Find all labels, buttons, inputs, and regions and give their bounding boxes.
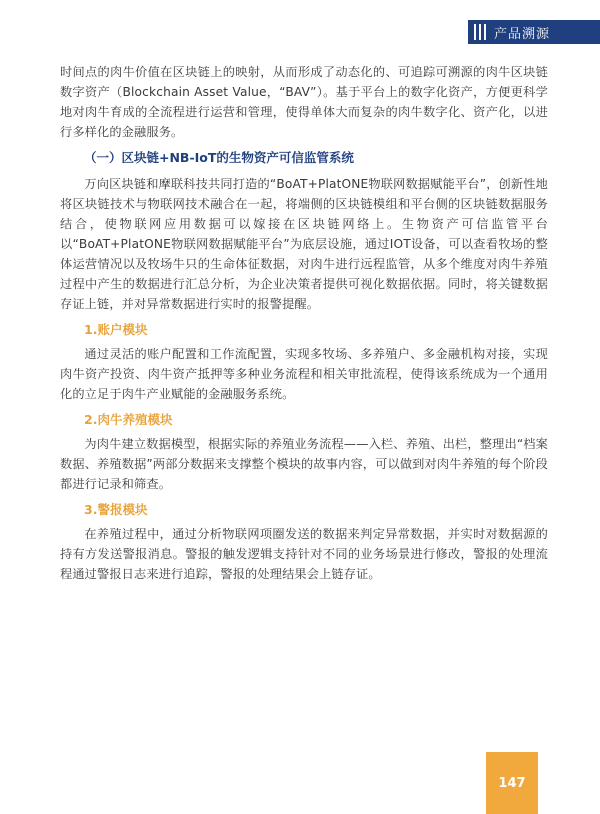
page-content — [60, 62, 548, 588]
section-paragraph: 万向区块链和摩联科技共同打造的“BoAT+PlatONE物联网数据赋能平台”，创新性地将区块链技术与物联网技术融合在一起，将端侧的区块链模组和平台侧的区块链数据服务结合，使物联网应用数据可以嫁接在区块链网络上。生物资产可信监管平台以“BoAT+PlatONE物联网数据赋能平台”为底层设施，通过IOT设备，可以查看牧场的整体运营情况以及牧场牛只的生命体征数据，对肉牛进行远程监管，从多个维度对肉牛养殖过程中产生的数据进行汇总分析，为企业决策者提供可视化数据依据。同时，将关键数据存证上链，并对异常数据进行实时的报警提醒。 — [60, 177, 548, 311]
module-text-alert: 在养殖过程中，通过分析物联网项圈发送的数据来判定异常数据，并实时对数据源的持有方发送警报消息。警报的触发逻辑支持针对不同的业务场景进行修改，警报的处理流程通过警报日志来进行追踪，警报的处理结果会上链存证。 — [60, 527, 548, 581]
module-title-account: 1.账户模块 — [84, 322, 148, 337]
header-title: 产品溯源 — [494, 26, 551, 42]
page-number: 147 — [498, 775, 526, 791]
module-title-breeding: 2.肉牛养殖模块 — [84, 412, 173, 427]
header-bar — [468, 20, 600, 44]
module-text-breeding: 为肉牛建立数据模型，根据实际的养殖业务流程——入栏、养殖、出栏，整理出“档案数据、养殖数据”两部分数据来支撑整个模块的故事内容，可以做到对肉牛养殖的每个阶段都进行记录和筛查。 — [60, 437, 548, 491]
page-number-box — [486, 752, 538, 814]
section-title: （一）区块链+NB-IoT的生物资产可信监管系统 — [84, 150, 354, 165]
module-title-alert: 3.警报模块 — [84, 502, 148, 517]
header-stripes-decoration — [474, 24, 486, 40]
module-text-account: 通过灵活的账户配置和工作流配置，实现多牧场、多养殖户、多金融机构对接，实现肉牛资产投资、肉牛资产抵押等多种业务流程和相关审批流程，使得该系统成为一个通用化的立足于肉牛产业赋能的金融服务系统。 — [60, 347, 548, 401]
intro-paragraph: 时间点的肉牛价值在区块链上的映射，从而形成了动态化的、可追踪可溯源的肉牛区块链数字资产（Blockchain Asset Value，“BAV”）。基于平台上的数字化资产，方便更科学地对肉牛育成的全流程进行运营和管理，使得单体大而复杂的肉牛数字化、资产化，以进行多样化的金融服务。 — [60, 65, 548, 139]
